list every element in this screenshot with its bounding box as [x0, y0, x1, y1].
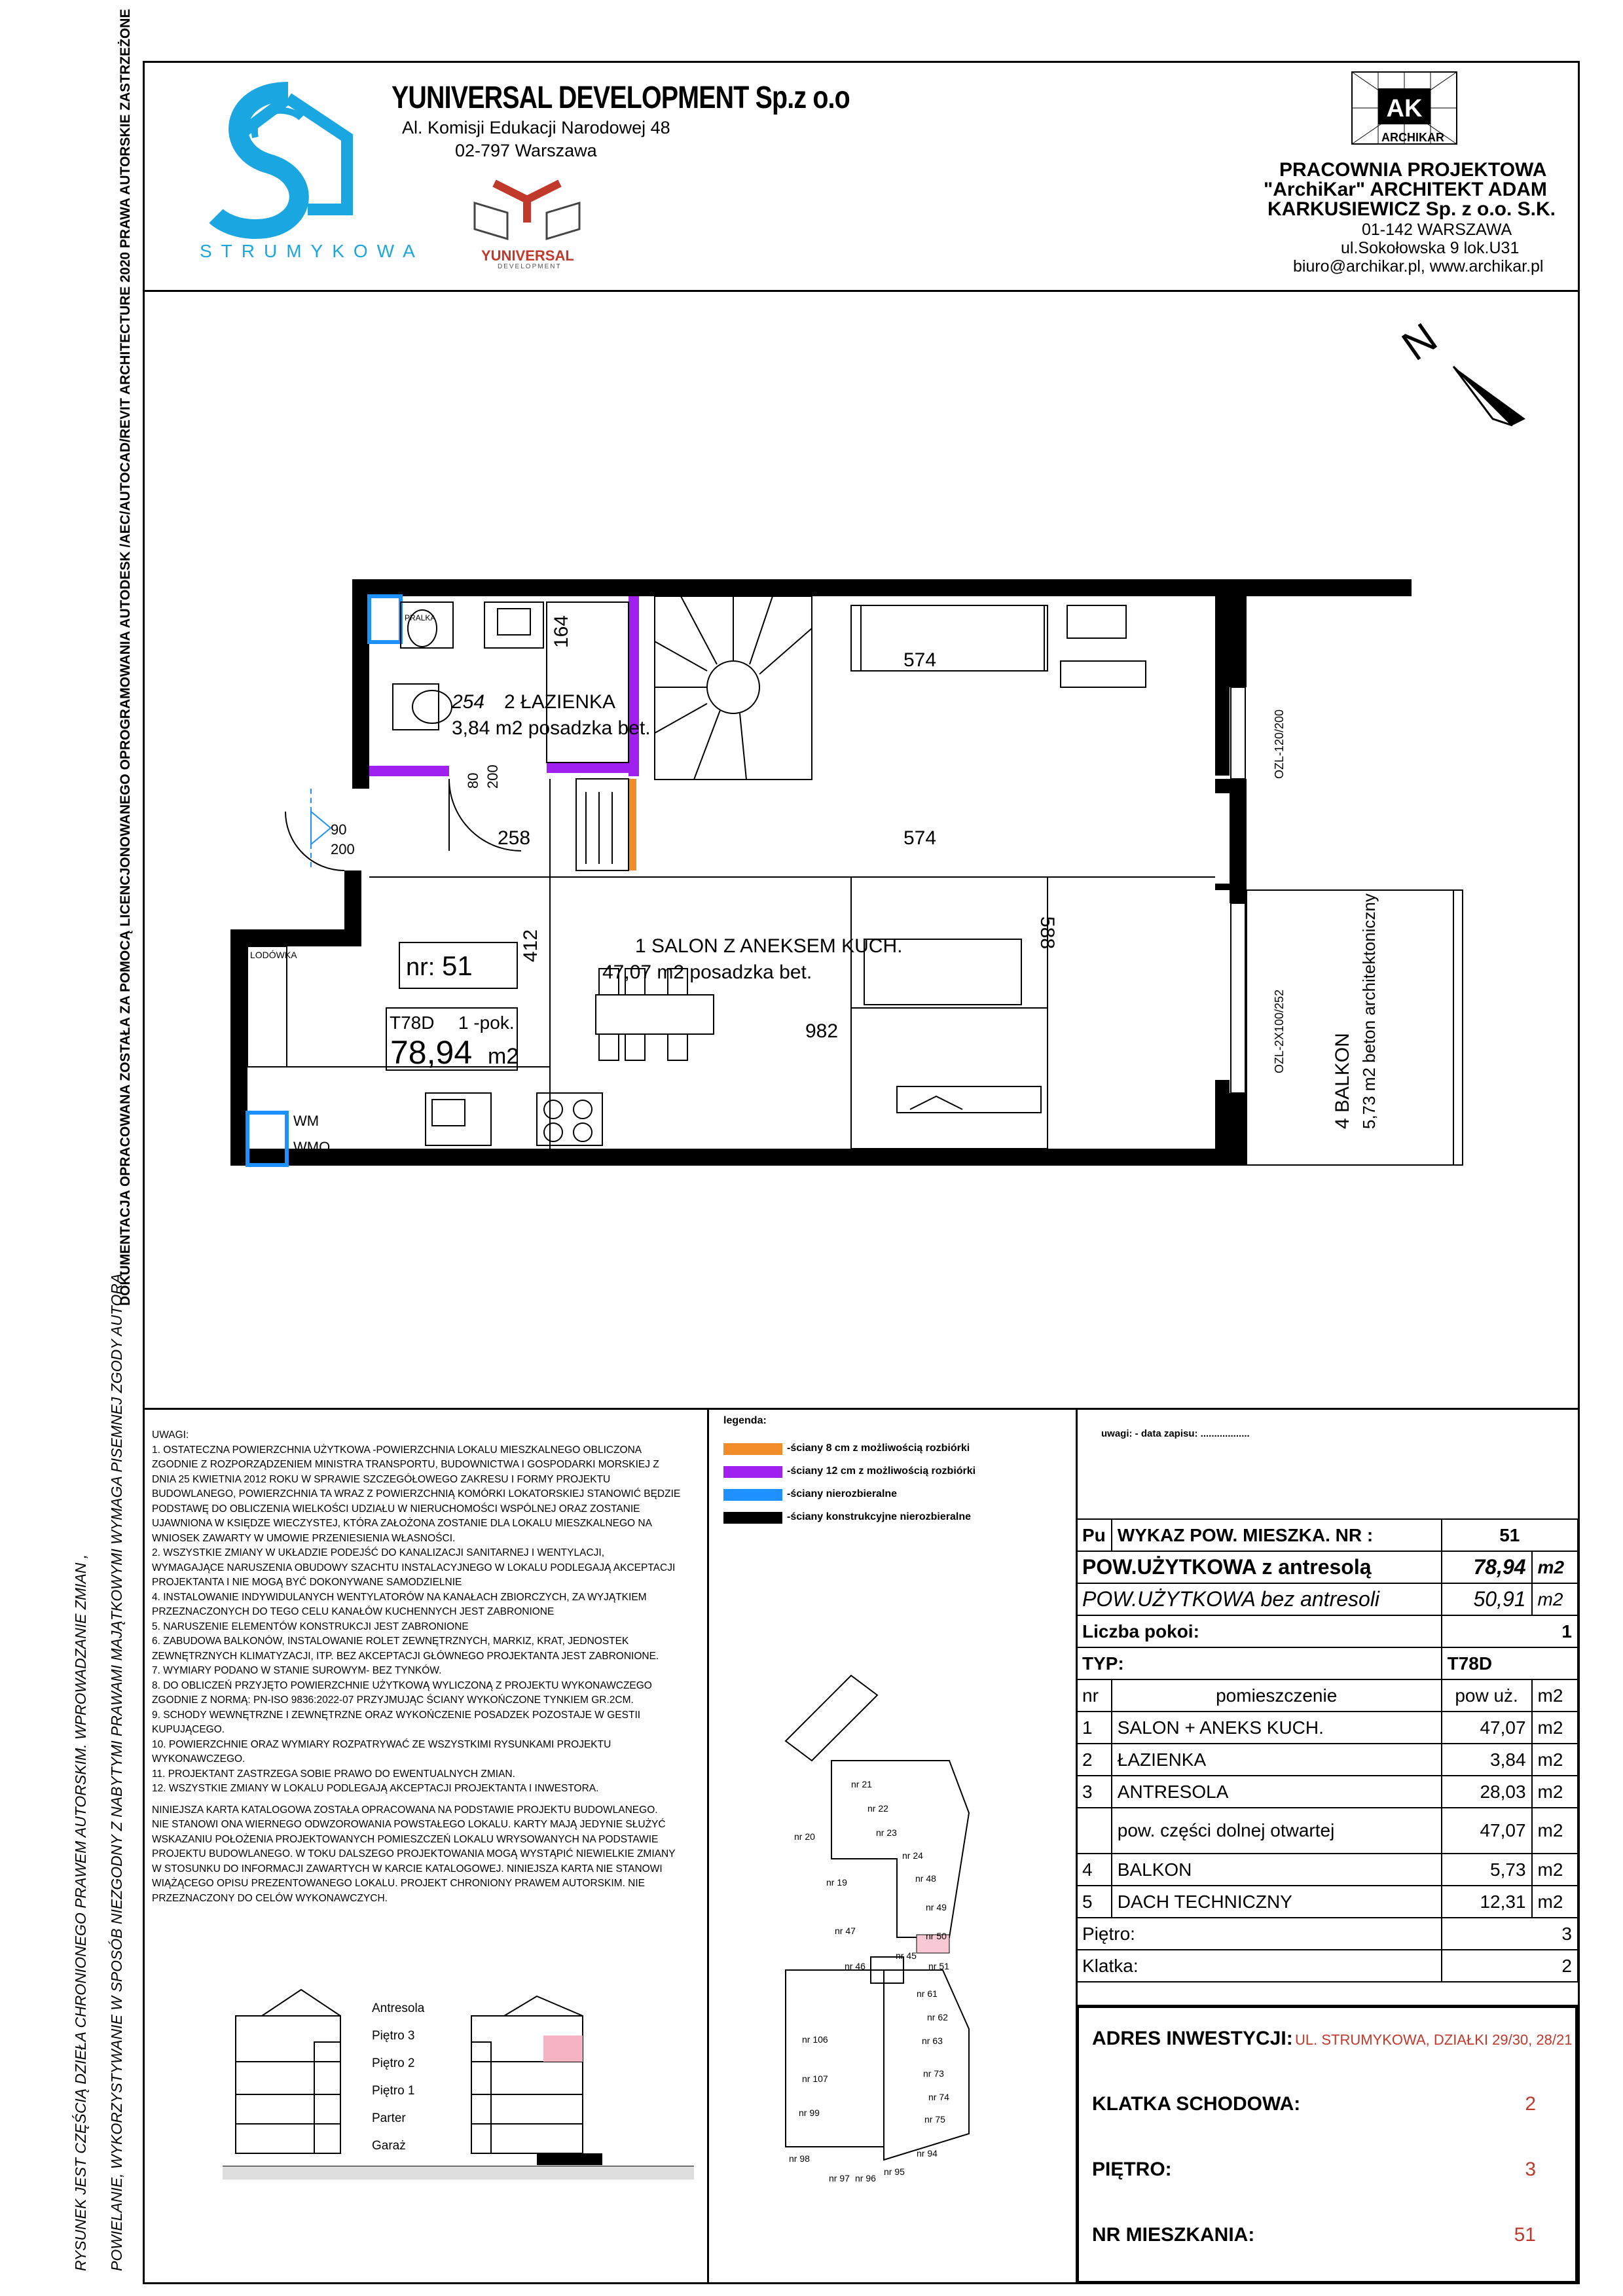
key-plan-unit: nr 22 — [867, 1803, 888, 1814]
room-nr: 4 — [1076, 1854, 1112, 1886]
room-name: SALON + ANEKS KUCH. — [1112, 1712, 1442, 1744]
address-klatka-label: KLATKA SCHODOWA: — [1092, 2093, 1301, 2115]
wm-label: WM — [293, 1113, 319, 1129]
room-unit: m2 — [1532, 1776, 1578, 1808]
key-plan-unit: nr 61 — [917, 1988, 938, 1999]
section-labels — [372, 1995, 424, 2160]
room-row — [1076, 1854, 1578, 1886]
dim-574a: 574 — [903, 649, 937, 671]
note-line: 4. INSTALOWANIE INDYWIDULANYCH WENTYLATORÓW NA KANAŁACH ZBIORCZYCH, ZA WYJĄTKIEM — [152, 1591, 647, 1603]
door-90: 90 — [331, 821, 347, 838]
pow2-value: 50,91 — [1442, 1583, 1532, 1615]
studio-line-5: ul.Sokołowska 9 lok.U31 — [1341, 239, 1520, 257]
type-label: TYP: — [1076, 1647, 1442, 1679]
room-unit: m2 — [1532, 1808, 1578, 1854]
unit-area-unit: m2 — [488, 1044, 519, 1069]
notes-legend-divider — [707, 1408, 709, 2284]
building-section — [223, 1977, 694, 2186]
room-area: 3,84 — [1442, 1744, 1532, 1776]
room4-area: 5,73 m2 beton architektoniczny — [1359, 893, 1379, 1129]
key-plan-unit: nr 47 — [835, 1926, 856, 1936]
key-plan-unit: nr 51 — [928, 1961, 949, 1971]
note-line: ZGODNIE Z ROZPORZĄDZENIEM MINISTRA TRANSPORTU, BUDOWNICTWA I GOSPODARKI MORSKIEJ Z — [152, 1459, 659, 1470]
room-area: 12,31 — [1442, 1886, 1532, 1918]
dim-982: 982 — [805, 1020, 839, 1042]
room-row — [1076, 1776, 1578, 1808]
studio-line-3: KARKUSIEWICZ Sp. z o.o. S.K. — [1267, 198, 1556, 220]
room1-area: 47,07 m2 posadzka bet. — [602, 961, 812, 983]
note-line: WYMAGAJĄCE NARUSZENIA OBUDOWY SZACHTU INSTALACYJNEGO W LOKALU PODLEGAJĄ AKCEPTACJI — [152, 1562, 676, 1573]
legend-label: -ściany 8 cm z możliwością rozbiórki — [787, 1443, 970, 1454]
col-area: pow uż. — [1442, 1679, 1532, 1712]
header-divider — [143, 290, 1580, 292]
note-line: 1. OSTATECZNA POWIERZCHNIA UŻYTKOWA -POWIERZCHNIA LOKALU MIESZKALNEGO OBLICZONA — [152, 1444, 642, 1456]
klatka-value: 2 — [1442, 1950, 1578, 1982]
room-area: 47,07 — [1442, 1712, 1532, 1744]
note-line: KUPUJĄCEGO. — [152, 1724, 225, 1735]
room-rows — [1076, 1712, 1578, 1918]
address-klatka-value: 2 — [1525, 2093, 1536, 2115]
note-line: WYKONAWCZEGO. — [152, 1753, 246, 1765]
note-line: 9. SCHODY WEWNĘTRZNE I ZEWNĘTRZNE ORAZ WYKOŃCZENIE POSADZEK POZOSTAJE W GESTII — [152, 1709, 641, 1721]
dim-574b: 574 — [903, 827, 937, 849]
legend-swatch — [723, 1466, 782, 1478]
notes-title: UWAGI: — [152, 1429, 189, 1441]
note-line: UJAWNIONA W KSIĘDZE WIECZYSTEJ, KTÓRA ZAŁOŻONA ZOSTANIE DLA LOKALU MIESZKALNEGO NA — [152, 1518, 652, 1529]
room-nr: 5 — [1076, 1886, 1112, 1918]
yuniversal-logo-sub: DEVELOPMENT — [498, 263, 562, 270]
note-line: ZEWNĘTRZNYCH KLIMATYZACJI, ITP. BEZ AKCEPTACJI GŁÓWNEGO PROJEKTANTA JEST ZABRONIONE. — [152, 1650, 659, 1662]
rooms-value: 1 — [1442, 1615, 1578, 1647]
th-pu: Pu — [1076, 1519, 1112, 1551]
room-unit: m2 — [1532, 1886, 1578, 1918]
key-plan-unit: nr 62 — [927, 2012, 948, 2022]
col-room: pomieszczenie — [1112, 1679, 1442, 1712]
yuniversal-logo — [468, 173, 586, 245]
legend-label: -ściany konstrukcyjne nierozbieralne — [787, 1511, 971, 1522]
wmo-label: WMO — [293, 1139, 331, 1155]
section-label-antresola: Antresola — [372, 2001, 425, 2015]
klatka-label: Klatka: — [1076, 1950, 1442, 1982]
copyright-side-text-2: RYSUNEK JEST CZĘŚCIĄ DZIEŁA CHRONIONEGO PRAWEM AUTORSKIM. WPROWADZANIE ZMIAN , — [72, 1554, 89, 2271]
strumykowa-logo-text: STRUMYKOWA — [200, 241, 424, 261]
floor-label: Piętro: — [1076, 1918, 1442, 1950]
area-table — [1076, 1518, 1578, 1982]
studio-line-1: PRACOWNIA PROJEKTOWA — [1279, 159, 1547, 181]
rooms-label: Liczba pokoi: — [1076, 1615, 1442, 1647]
disclaimer-line: NIE STANOWI ONA WIERNEGO ODWZOROWANIA POWSTAŁEGO LOKALU. KARTY MAJĄ JEDYNIE SŁUŻYĆ — [152, 1819, 666, 1830]
key-plan-unit: nr 74 — [928, 2092, 949, 2102]
col-unit: m2 — [1532, 1679, 1578, 1712]
room2-name: 2 ŁAZIENKA — [504, 691, 616, 713]
room-nr: 2 — [1076, 1744, 1112, 1776]
notes-list — [152, 1443, 695, 1797]
note-line: PODSTAWĘ DO OBLICZENIA WIELKOŚCI UDZIAŁU W NIERUCHOMOŚCI WSPÓLNEJ ORAZ ZOSTANIE — [152, 1503, 640, 1515]
address-nr-value: 51 — [1514, 2224, 1536, 2246]
note-line: WNIOSEK ZAWARTY W UMOWIE PRZENIESIENIA WŁASNOŚCI. — [152, 1532, 456, 1544]
studio-line-6: biuro@archikar.pl, www.archikar.pl — [1293, 257, 1544, 276]
room-area: 5,73 — [1442, 1854, 1532, 1886]
studio-line-2: "ArchiKar" ARCHITEKT ADAM — [1264, 179, 1547, 200]
legend-swatch — [723, 1512, 782, 1524]
note-line: 12. WSZYSTKIE ZMIANY W LOKALU PODLEGAJĄ AKCEPTACJI PROJEKTANTA I INWESTORA. — [152, 1783, 599, 1794]
section-label-parter: Parter — [372, 2111, 406, 2125]
floor-value: 3 — [1442, 1918, 1578, 1950]
window-1: OZL-120/200 — [1273, 709, 1286, 779]
note-line: ZGODNIE Z NORMĄ: PN-ISO 9836:2022-07 PRZYJMUJĄC ŚCIANY WYKOŃCZONE TYNKIEM GR.2CM. — [152, 1695, 634, 1706]
room4-name: 4 BALKON — [1332, 1033, 1353, 1129]
room-row — [1076, 1744, 1578, 1776]
note-line: 11. PROJEKTANT ZASTRZEGA SOBIE PRAWO DO EWENTUALNYCH ZMIAN. — [152, 1768, 515, 1780]
room-name: pow. części dolnej otwartej — [1112, 1808, 1442, 1854]
th-nr: 51 — [1442, 1519, 1578, 1551]
key-plan-unit: nr 50 — [926, 1931, 947, 1941]
door-200a: 200 — [484, 764, 501, 789]
address-nr-label: NR MIESZKANIA: — [1092, 2224, 1255, 2246]
room2-area: 3,84 m2 posadzka bet. — [452, 717, 651, 739]
room-area: 28,03 — [1442, 1776, 1532, 1808]
legend-swatch — [723, 1489, 782, 1501]
fridge-label: LODÓWKA — [250, 950, 297, 960]
north-label: N — [1393, 314, 1446, 370]
dim-164: 164 — [551, 615, 572, 648]
studio-line-4: 01-142 WARSZAWA — [1362, 221, 1512, 239]
section-label-pietro1: Piętro 1 — [372, 2084, 415, 2098]
note-line: DNIA 25 KWIETNIA 2012 ROKU W SPRAWIE SZCZEGÓŁOWEGO ZAKRESU I FORMY PROJEKTU — [152, 1473, 611, 1485]
unit-type: T78D — [390, 1013, 435, 1033]
key-plan-unit: nr 95 — [884, 2166, 905, 2177]
address-inv-value: UL. STRUMYKOWA, DZIAŁKI 29/30, 28/21 — [1295, 2032, 1573, 2048]
developer-address-2: 02-797 Warszawa — [455, 141, 597, 160]
yuniversal-logo-text: YUNIVERSAL — [481, 247, 574, 264]
room-name: ANTRESOLA — [1112, 1776, 1442, 1808]
archikar-logo-text: ARCHIKAR — [1381, 131, 1444, 144]
disclaimer-line: W STOSUNKU DO INFORMACJI ZAWARTYCH W KARCIE KATALOGOWEJ. NINIEJSZA KARTA NIE STANOWI — [152, 1863, 663, 1874]
address-box — [1076, 2005, 1578, 2284]
pow2-unit: m2 — [1532, 1583, 1578, 1615]
section-label-pietro3: Piętro 3 — [372, 2029, 415, 2043]
note-line: 7. WYMIARY PODANO W STANIE SUROWYM- BEZ TYNKÓW. — [152, 1665, 442, 1676]
pow1-value: 78,94 — [1442, 1551, 1532, 1583]
room-unit: m2 — [1532, 1854, 1578, 1886]
address-pietro-label: PIĘTRO: — [1092, 2159, 1172, 2180]
section-label-garaz: Garaż — [372, 2139, 406, 2153]
key-plan-unit: nr 96 — [855, 2173, 876, 2183]
dim-254: 254 — [452, 691, 485, 713]
room-name: DACH TECHNICZNY — [1112, 1886, 1442, 1918]
pow1-unit: m2 — [1532, 1551, 1578, 1583]
note-line: 8. DO OBLICZEŃ PRZYJĘTO POWIERZCHNIE UŻYTKOWĄ WYLICZONĄ Z PROJEKTU WYKONAWCZEGO — [152, 1679, 652, 1691]
key-plan-unit: nr 48 — [915, 1873, 936, 1884]
door-200b: 200 — [331, 841, 355, 857]
disclaimer-line: WSKAZANIU POŁOŻENIA PROJEKTOWANYCH POMIESZCZEŃ LOKALU WRYSOWANYCH NA PODSTAWIE — [152, 1833, 659, 1845]
unit-rooms: 1 -pok. — [458, 1013, 515, 1033]
key-plan-unit: nr 107 — [802, 2073, 828, 2084]
address-pietro-value: 3 — [1525, 2159, 1536, 2180]
key-plan-unit: nr 94 — [917, 2148, 938, 2159]
room-name: ŁAZIENKA — [1112, 1744, 1442, 1776]
notes-divider — [143, 1408, 1580, 1410]
developer-address-1: Al. Komisji Edukacji Narodowej 48 — [402, 118, 670, 137]
type-value: T78D — [1442, 1647, 1578, 1679]
unit-nr: 51 — [442, 950, 473, 981]
unit-nr-label: nr: — [406, 954, 435, 981]
pralka-label: PRALKA — [405, 613, 436, 622]
room-row — [1076, 1808, 1578, 1854]
col-nr: nr — [1076, 1679, 1112, 1712]
dim-588: 588 — [1036, 916, 1058, 950]
disclaimer-line: PROJEKTU BUDOWLANEGO. W TOKU DALSZEGO PROJEKTOWANIA MOGĄ WYSTĄPIĆ NIEWIELKIE ZMIANY — [152, 1848, 676, 1859]
key-plan-unit: nr 106 — [802, 2034, 828, 2045]
address-inv-label: ADRES INWESTYCJI: — [1092, 2028, 1293, 2049]
key-plan-unit: nr 63 — [922, 2036, 943, 2046]
key-plan-unit: nr 49 — [926, 1902, 947, 1912]
disclaimer-line: PRZEZNACZONY DO CELÓW WYKONAWCZYCH. — [152, 1892, 388, 1904]
room-area: 47,07 — [1442, 1808, 1532, 1854]
note-line: PRZEZNACZONYCH DO TEGO CELU KANAŁÓW KUCHENNYCH JEST ZABRONIONE — [152, 1606, 555, 1617]
key-plan-unit: nr 73 — [923, 2068, 944, 2079]
legend-swatch — [723, 1443, 782, 1455]
disclaimer-line: WIĄŻĄCEGO OPISU PREZENTOWANEGO LOKALU. PROJEKT CHRONIONY PRAWEM AUTORSKIM. NIE — [152, 1878, 646, 1889]
room-name: BALKON — [1112, 1854, 1442, 1886]
key-plan-unit: nr 99 — [799, 2108, 820, 2118]
section-label-pietro2: Piętro 2 — [372, 2056, 415, 2070]
room-unit: m2 — [1532, 1744, 1578, 1776]
window-2: OZL-2X100/252 — [1273, 989, 1286, 1073]
key-plan-unit: nr 19 — [826, 1877, 847, 1888]
dim-258: 258 — [498, 827, 531, 849]
pow1-label: POW.UŻYTKOWA z antresolą — [1076, 1551, 1442, 1583]
north-arrow — [1381, 308, 1539, 452]
room-unit: m2 — [1532, 1712, 1578, 1744]
room-row — [1076, 1886, 1578, 1918]
note-line: 10. POWIERZCHNIE ORAZ WYMIARY ROZPATRYWAĆ ZE WSZYSTKIMI RYSUNKAMI PROJEKTU — [152, 1738, 611, 1750]
room-nr: 1 — [1076, 1712, 1112, 1744]
legend-label: -ściany 12 cm z możliwością rozbiórki — [787, 1465, 976, 1477]
room1-name: 1 SALON Z ANEKSEM KUCH. — [635, 935, 903, 957]
door-80: 80 — [465, 772, 481, 789]
pow2-label: POW.UŻYTKOWA bez antresoli — [1076, 1583, 1442, 1615]
unit-area: 78,94 — [390, 1034, 473, 1071]
key-plan-unit: nr 45 — [896, 1950, 917, 1961]
copyright-side-text: DOKUMENTACJA OPRACOWANA ZOSTAŁA ZA POMOCĄ LICENCJONOWANEGO OPROGRAMOWANIA AUTODESK /AEC/AUTOCAD/REVIT ARCHITECTURE 2020 PRAWA AUTORSKIE ZASTRZEŻONE — [118, 9, 133, 1306]
room-nr — [1076, 1808, 1112, 1854]
room-nr: 3 — [1076, 1776, 1112, 1808]
floor-plan — [196, 563, 1493, 1230]
note-line: PROJEKTANTA I NIE MOGĄ BYĆ DOKONYWANE SAMODZIELNIE — [152, 1577, 462, 1588]
notes-block — [152, 1428, 695, 1906]
svg-text:AK: AK — [1386, 95, 1423, 122]
developer-name: YUNIVERSAL DEVELOPMENT Sp.z o.o — [392, 81, 850, 115]
uwagi-date: uwagi: - data zapisu: .................. — [1101, 1428, 1250, 1439]
key-plan-unit: nr 97 — [829, 2173, 850, 2183]
legend-label: -ściany nierozbieralne — [787, 1488, 898, 1499]
disclaimer-line: NINIEJSZA KARTA KATALOGOWA ZOSTAŁA OPRACOWANA NA PODSTAWIE PROJEKTU BUDOWLANEGO. — [152, 1804, 658, 1816]
note-line: BUDOWLANEGO, POWIERZCHNIA TA WRAZ Z POWIERZCHNIĄ KOMÓRKI LOKATORSKIEJ STANOWIĆ BĘDZIE — [152, 1488, 681, 1499]
key-plan-unit: nr 46 — [845, 1961, 866, 1971]
key-plan-unit: nr 98 — [789, 2153, 810, 2164]
dim-412: 412 — [520, 929, 541, 962]
note-line: 6. ZABUDOWA BALKONÓW, INSTALOWANIE ROLET ZEWNĘTRZNYCH, MARKIZ, KRAT, JEDNOSTEK — [152, 1636, 629, 1647]
note-line: 2. WSZYSTKIE ZMIANY W UKŁADZIE PODEJŚĆ DO KANALIZACJI SANITARNEJ I WENTYLACJI, — [152, 1547, 605, 1558]
key-plan-unit: nr 23 — [876, 1827, 897, 1838]
notes-disclaimer — [152, 1803, 695, 1907]
key-plan-unit: nr 24 — [902, 1850, 923, 1861]
room-row — [1076, 1712, 1578, 1744]
key-plan-unit: nr 21 — [851, 1779, 872, 1789]
legend-title: legenda: — [723, 1415, 767, 1426]
th-title: WYKAZ POW. MIESZKA. NR : — [1112, 1519, 1442, 1551]
note-line: 5. NARUSZENIE ELEMENTÓW KONSTRUKCJI JEST ZABRONIONE — [152, 1621, 469, 1632]
key-plan-unit: nr 20 — [794, 1831, 815, 1842]
key-plan-unit: nr 75 — [924, 2114, 945, 2125]
copyright-side-text-3: POWIELANIE, WYKORZYSTYWANIE W SPOSÓB NIEZGODNY Z NABYTYMI PRAWAMI MAJĄTKOWYMI WYMAGA PISEMNEJ ZGODY AUTORA. — [108, 1269, 125, 2271]
